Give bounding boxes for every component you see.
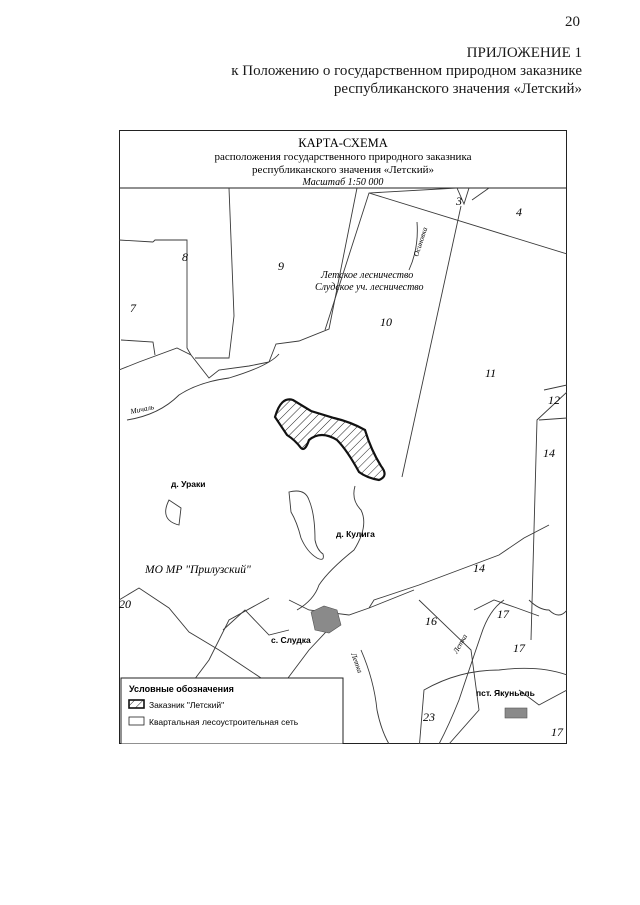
map-subtitle-2: республиканского значения «Летский» bbox=[252, 164, 434, 176]
settlement-yakunyel bbox=[505, 708, 527, 718]
legend-reserve-swatch bbox=[129, 700, 144, 708]
appendix-line2: к Положению о государственном природном заказнике bbox=[231, 63, 582, 79]
map-svg bbox=[119, 130, 567, 744]
place-kuliga: д. Кулига bbox=[336, 529, 375, 539]
river-label-osinovka: Осиновка bbox=[411, 226, 430, 258]
quarter-number: 9 bbox=[278, 259, 284, 273]
map-subtitle-1: расположения государственного природного заказника bbox=[214, 151, 472, 163]
place-yakunyel: пст. Якуньель bbox=[476, 688, 535, 698]
quarter-number: 17 bbox=[513, 641, 525, 655]
legend-reserve-label: Заказник "Летский" bbox=[149, 700, 225, 710]
legend-grid-swatch bbox=[129, 717, 144, 725]
quarter-number: 14 bbox=[473, 561, 485, 575]
map-title: КАРТА-СХЕМА bbox=[298, 136, 388, 150]
place-uraki: д. Ураки bbox=[171, 479, 206, 489]
quarter-number: 11 bbox=[485, 366, 497, 380]
page-number: 20 bbox=[565, 14, 580, 30]
quarter-number: 14 bbox=[543, 446, 555, 460]
appendix-line3: республиканского значения «Летский» bbox=[333, 81, 582, 97]
mo-label: МО МР "Прилузский" bbox=[145, 564, 251, 576]
quarter-number: 23 bbox=[423, 710, 435, 724]
place-sludka: с. Слудка bbox=[271, 635, 311, 645]
river-label-letka-east: Летка bbox=[450, 632, 470, 655]
legend-title: Условные обозначения bbox=[129, 684, 234, 694]
quarter-number: 17 bbox=[551, 725, 563, 739]
quarter-number: 8 bbox=[182, 250, 188, 264]
map-scale: Масштаб 1:50 000 bbox=[302, 177, 384, 188]
quarter-number: 7 bbox=[130, 301, 136, 315]
river-label-letka: Летка bbox=[349, 651, 365, 675]
quarter-number: 17 bbox=[497, 607, 509, 621]
quarter-number: 10 bbox=[380, 315, 392, 329]
quarter-number: 3 bbox=[456, 194, 462, 208]
quarter-number: 20 bbox=[119, 597, 131, 611]
quarter-number: 16 bbox=[425, 614, 437, 628]
map-scheme bbox=[119, 130, 567, 744]
quarter-number: 12 bbox=[548, 393, 560, 407]
appendix-title: ПРИЛОЖЕНИЕ 1 bbox=[466, 45, 582, 61]
forestry-label: Летское лесничество bbox=[321, 270, 414, 281]
river-label-mytsal: Мичаль bbox=[129, 402, 155, 416]
quarter-number: 4 bbox=[516, 205, 522, 219]
forestry-sublabel: Слудское уч. лесничество bbox=[315, 282, 424, 293]
legend-grid-label: Квартальная лесоустроительная сеть bbox=[149, 717, 299, 727]
